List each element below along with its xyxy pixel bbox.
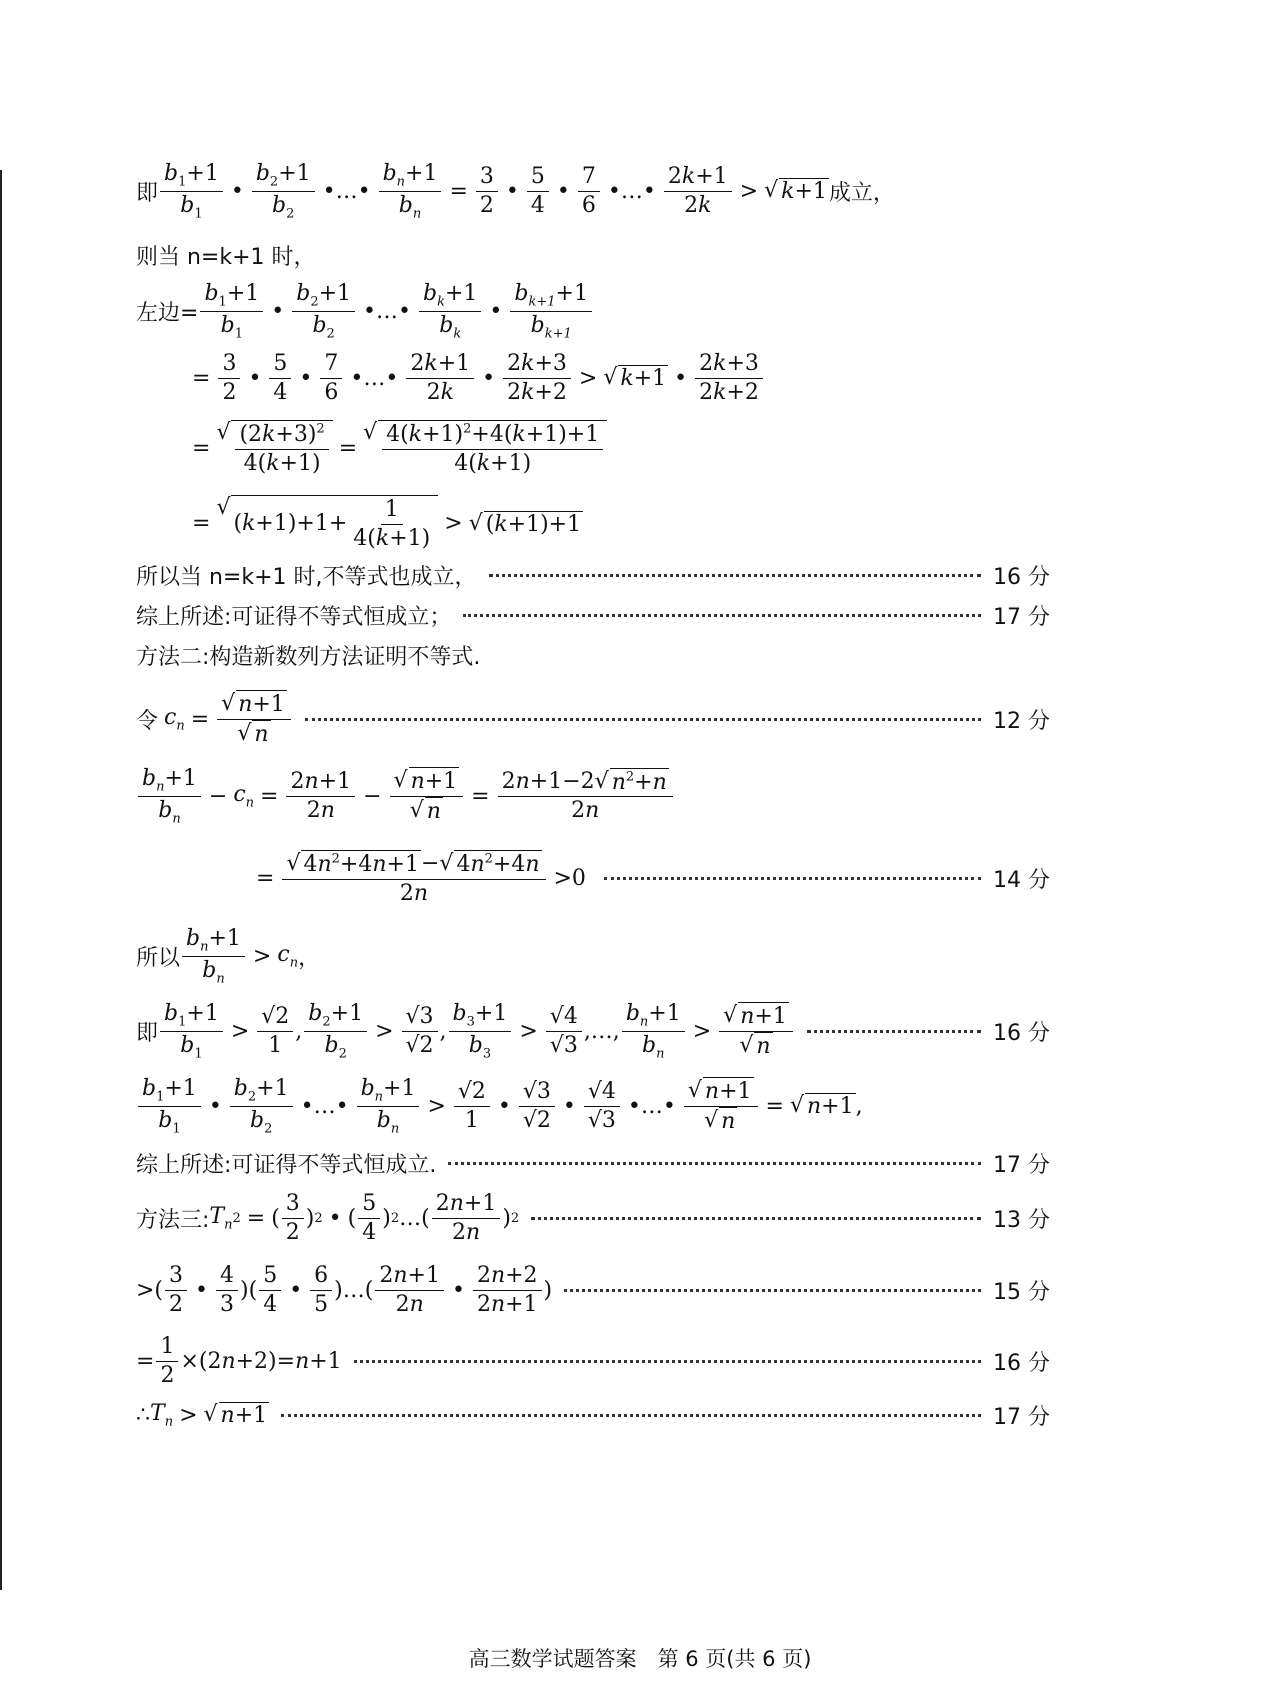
leader-dots	[354, 1360, 981, 1363]
line-method-three-step-1	[136, 1262, 1050, 1318]
line-induction-hypothesis	[136, 160, 1050, 222]
line-text: 方法二:构造新数列方法证明不等式.	[136, 645, 481, 670]
line-left-side	[136, 280, 1050, 342]
formula: $\frac{b_1+1}{b_1}$ > $\frac{√2}{1}$ , $\frac{b_2+1}{b_2}$ > $\frac{√3}{√2}$ , $\frac{b_3+1}{b_3}$ > $\frac{√4}{√3}$ ,…, $\frac{b_n+1}{b_n}$ > √ n+1 √ n	[158, 1000, 795, 1062]
formula: = √ $\frac{(2k+3)^2}{4(k+1)}$ = √ $\frac{4(k+1)^2+4(k+1)+1}{4(k+1)}$	[186, 420, 607, 477]
formula: $\frac{b_n+1}{b_n}$ − $c_n$ = $\frac{2n+1}{2n}$ − √ n+1 √ n = 2n+1−2 √ $n^2+n$ 2n	[136, 765, 675, 827]
left-margin-rule	[0, 170, 2, 1590]
line-prefix: 即	[136, 1020, 159, 1046]
formula: $\frac{b_1+1}{b_1}$ • $\frac{b_2+1}{b_2}$ •…• $\frac{b_n+1}{b_n}$ > $\frac{√2}{1}$ • $\frac{√3}{√2}$ • $\frac{√4}{√3}$ •…• √ n+1 √ n = √ n+1 ,	[136, 1075, 863, 1137]
formula: $c_n$ = √ n+1 √ n	[158, 690, 293, 748]
leader-dots	[604, 877, 981, 880]
leader-dots	[489, 574, 981, 577]
line-prefix: 即	[136, 180, 159, 206]
score: 17 分	[993, 1153, 1050, 1178]
therefore-symbol: ∴	[136, 1403, 150, 1428]
leader-dots	[305, 718, 981, 721]
line-conclusion-induction	[136, 560, 1050, 591]
line-prefix: 令	[136, 708, 159, 734]
score: 13 分	[993, 1207, 1050, 1233]
line-prefix: 方法三:	[136, 1207, 210, 1233]
line-termwise	[136, 1000, 1050, 1062]
line-summary-2	[136, 1148, 1050, 1179]
score: 15 分	[993, 1279, 1050, 1305]
formula: >( $\frac{3}{2}$ • $\frac{4}{3}$ )( $\frac{5}{4}$ • $\frac{6}{5}$ )…( $\frac{2n+1}{2n}$ • $\frac{2n+2}{2n+1}$ )	[136, 1263, 553, 1317]
line-summary-1	[136, 600, 1050, 631]
line-define-cn	[136, 690, 1050, 748]
score: 16 分	[993, 565, 1050, 590]
line-method-three-conclusion	[136, 1400, 1050, 1431]
line-suffix: 成立，	[828, 180, 895, 206]
leader-dots	[463, 614, 981, 617]
line-difference	[136, 765, 1050, 827]
leader-dots	[564, 1289, 981, 1292]
formula: $\frac{b_n+1}{b_n}$ > $c_n$ ，	[180, 925, 320, 987]
formula: = √ (k+1)+1+ $\frac{1}{4(k+1)}$ > √ (k+1)+1	[192, 495, 582, 551]
score: 14 分	[993, 868, 1050, 893]
line-text: 综上所述:可证得不等式恒成立；	[136, 605, 452, 630]
line-prefix: 所以	[136, 945, 181, 971]
formula: $T_n$ 2 = ( $\frac{3}{2}$ ) 2 • ( $\frac{5}{4}$ ) 2 …( $\frac{2n+1}{2n}$ ) 2	[209, 1191, 520, 1245]
leader-dots	[448, 1162, 981, 1165]
line-difference-positive	[250, 850, 1050, 907]
score: 17 分	[993, 605, 1050, 630]
formula: = $\frac{3}{2}$ • $\frac{5}{4}$ • $\frac{7}{6}$ •…• $\frac{2k+1}{2k}$ • $\frac{2k+3}{2k+2}$ > √ k+1 • $\frac{2k+3}{2k+2}$	[186, 350, 765, 406]
score: 16 分	[993, 1350, 1050, 1376]
line-method-three-step-2	[136, 1333, 1050, 1389]
formula: $\frac{b_1+1}{b_1}$ • $\frac{b_2+1}{b_2}$ •…• $\frac{b_k+1}{b_k}$ • $\frac{b_{k+1}+1}{b_{k+1}}$	[198, 280, 594, 342]
line-when-n-eq-k-plus-1	[136, 240, 1050, 271]
line-step-1	[186, 350, 1050, 406]
formula: $T_n$ > √ n+1	[150, 1401, 268, 1430]
leader-dots	[807, 1030, 981, 1033]
line-prefix: 左边=	[136, 300, 199, 326]
line-text: 综上所述:可证得不等式恒成立.	[136, 1153, 437, 1178]
line-text: 则当 n=k+1 时，	[136, 245, 316, 270]
formula: = $\frac{1}{2}$ ×(2 n +2)= n +1	[136, 1334, 342, 1388]
score: 12 分	[993, 708, 1050, 734]
formula: = √ $4n^2+4n+1$ − √ $4n^2+4n$ 2n >0	[256, 851, 586, 906]
line-product	[136, 1075, 1050, 1137]
score: 17 分	[993, 1405, 1050, 1430]
leader-dots	[281, 1414, 981, 1417]
line-step-2	[186, 420, 1050, 477]
line-step-3	[186, 495, 1050, 552]
line-therefore-ratio	[136, 925, 1050, 987]
page-footer: 高三数学试题答案 第 6 页(共 6 页)	[468, 1647, 812, 1671]
score: 16 分	[993, 1020, 1050, 1046]
line-method-two-heading	[136, 640, 1050, 671]
leader-dots	[531, 1217, 981, 1220]
line-method-three	[136, 1190, 1050, 1246]
formula: $\frac{b_1+1}{b_1}$ • $\frac{b_2+1}{b_2}$ •…• $\frac{b_n+1}{b_n}$ = $\frac{3}{2}$ • $\frac{5}{4}$ • $\frac{7}{6}$ •…• $\frac{2k+1}{2k}$ > √ k+1	[158, 160, 829, 222]
line-text: 所以当 n=k+1 时,不等式也成立，	[136, 565, 477, 590]
